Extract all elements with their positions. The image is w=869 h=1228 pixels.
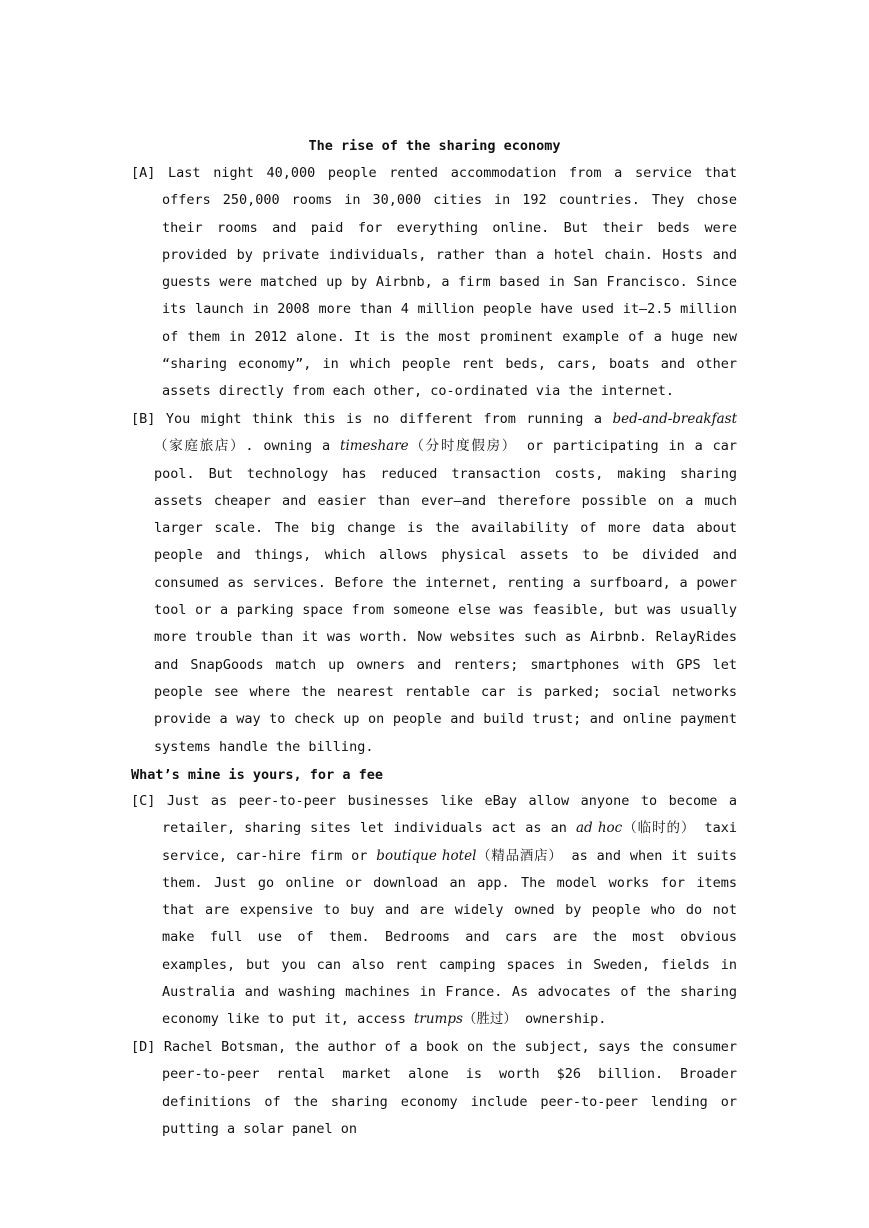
paragraph-text: Last night 40,000 people rented accommodation from a service that offers 250,000 rooms in 30,000 cities in 192 countries. They chose their rooms and paid for everything online. But their beds were provided by private individuals, rather than a hotel chain. Hosts and guests were matched up by Airbnb, a firm based in San Francisco. Since its launch in 2008 more than 4 million people have used it—2.5 million of them in 2012 alone. It is the most prominent example of a huge new “sharing economy”, in which people rent beds, cars, boats and other assets directly from each other, co-ordinated via the internet. [155,165,737,400]
paragraph-text: You might think this is no different from running a [155,411,613,427]
italic-term: timeshare [340,438,409,455]
paragraph-label: [B] [131,411,156,427]
italic-term: trumps [413,1011,463,1028]
paragraph-text: as and when it suits them. Just go online or download an app. The model works for items that are expensive to buy and are widely owned by people who do not make full use of them. Bedrooms and cars are the most obvious examples, but you can also rent camping spaces in Sweden, fields in Australia and washing machines in France. As advocates of the sharing economy like to put it, access [162,847,737,1028]
paragraph-b [131,406,737,761]
italic-term: ad hoc [575,820,623,837]
paragraph-d [131,1034,737,1143]
paragraph-text: Just as peer-to-peer businesses like eBay allow anyone to become a retailer, sharing sites let individuals act as an [155,793,737,837]
paragraph-text: . owning a [245,438,341,455]
paragraph-text: ownership. [516,1011,607,1028]
paragraph-label: [A] [131,165,156,181]
paragraph-text: or participating in a car pool. But technology has reduced transaction costs, making sharing assets cheaper and easier than ever—and therefore possible on a much larger scale. The big change is the availability of more data about people and things, which allows physical assets to be divided and consumed as services. Before the internet, renting a surfboard, a power tool or a parking space from someone else was feasible, but was usually more trouble than it was worth. Now websites such as Airbnb. RelayRides and SnapGoods match up owners and renters; smartphones with GPS let people see where the nearest rentable car is parked; social networks provide a way to check up on people and build trust; and online payment systems handle the billing. [154,438,738,755]
chinese-gloss: （分时度假房） [408,438,518,455]
paragraph-text: Rachel Botsman, the author of a book on the subject, says the consumer peer-to-peer rental market alone is worth $26 billion. Broader definitions of the sharing economy include peer-to-peer lending or putting a solar panel on [155,1039,737,1137]
paragraph-c [131,788,737,1034]
article-title: The rise of the sharing economy [308,138,561,154]
paragraph-text: taxi service, car-hire firm or [162,820,738,864]
chinese-gloss: （家庭旅店） [154,438,246,455]
chinese-gloss: （临时的） [622,820,696,837]
italic-term: boutique hotel [376,847,477,864]
paragraph-label: [D] [131,1039,156,1055]
paragraph-a [131,160,737,406]
paragraph-label: [C] [131,793,156,809]
italic-term: bed-and-breakfast [612,411,737,427]
section-heading: What’s mine is yours, for a fee [131,767,383,783]
chinese-gloss: （胜过） [462,1011,517,1028]
chinese-gloss: （精品酒店） [476,847,563,864]
